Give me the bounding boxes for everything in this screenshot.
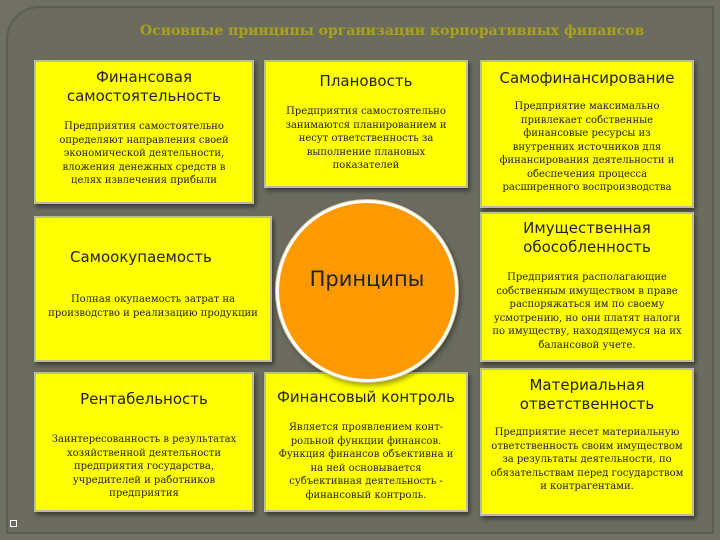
box-planning xyxy=(264,60,468,188)
box-financial-independence xyxy=(34,60,254,204)
box-profitability xyxy=(34,372,254,512)
box-text: Предприятия самостоятельно определяют направления своей экономической деятельности, вложения денежных средств в целях извлечения прибыли xyxy=(59,121,229,186)
box-heading: Рентабельность xyxy=(80,390,208,408)
box-text: Предприятия самостоятельно занимаются планированием и несут ответственность за выполнение плановых показателей xyxy=(285,106,447,171)
circle-label: Принципы xyxy=(309,267,425,291)
box-self-financing xyxy=(480,60,694,208)
box-text: Является проявлением конт-рольной функции финансов. Функция финансов объективна и на ней основывается субъективная деятельность - финансовый контроль. xyxy=(278,422,454,501)
box-material-liability xyxy=(480,368,694,516)
principles-circle xyxy=(276,200,458,382)
box-text: Полная окупаемость затрат на производство и реализацию продукции xyxy=(48,294,258,319)
box-heading: Финансовый контроль xyxy=(276,388,455,406)
box-heading: Материальная ответственность xyxy=(519,376,655,413)
box-text: Предприятие максимально привлекает собственные финансовые ресурсы из внутренних источников для финансирования деятельности и обеспечения процесса расширенного воспроизводства xyxy=(499,101,675,193)
slide-bullet-marker xyxy=(10,520,17,527)
box-heading: Имущественная обособленность xyxy=(523,219,651,256)
slide-title: Основные принципы организации корпоративных финансов xyxy=(140,23,645,39)
box-heading: Самоокупаемость xyxy=(70,248,212,266)
box-heading: Финансовая самостоятельность xyxy=(66,68,222,105)
box-text: Предприятия располагающие собственным имуществом в праве распоряжаться им по своему усмотрению, но они платят налоги по имуществу, находящемуся на их балансовой учете. xyxy=(492,272,682,351)
box-text: Заинтересованность в результатах хозяйственной деятельности предприятия государства, учредителей и работников предприятия xyxy=(51,434,237,499)
box-heading: Плановость xyxy=(319,72,413,90)
box-text: Предприятие несет материальную ответственность своим имуществом за результаты деятельности, по обязательствам перед государством и контрагентами. xyxy=(490,427,684,492)
box-self-sufficiency xyxy=(34,216,272,362)
box-heading: Самофинансирование xyxy=(499,69,675,87)
box-financial-control xyxy=(264,372,468,512)
box-property-isolation xyxy=(480,212,694,362)
